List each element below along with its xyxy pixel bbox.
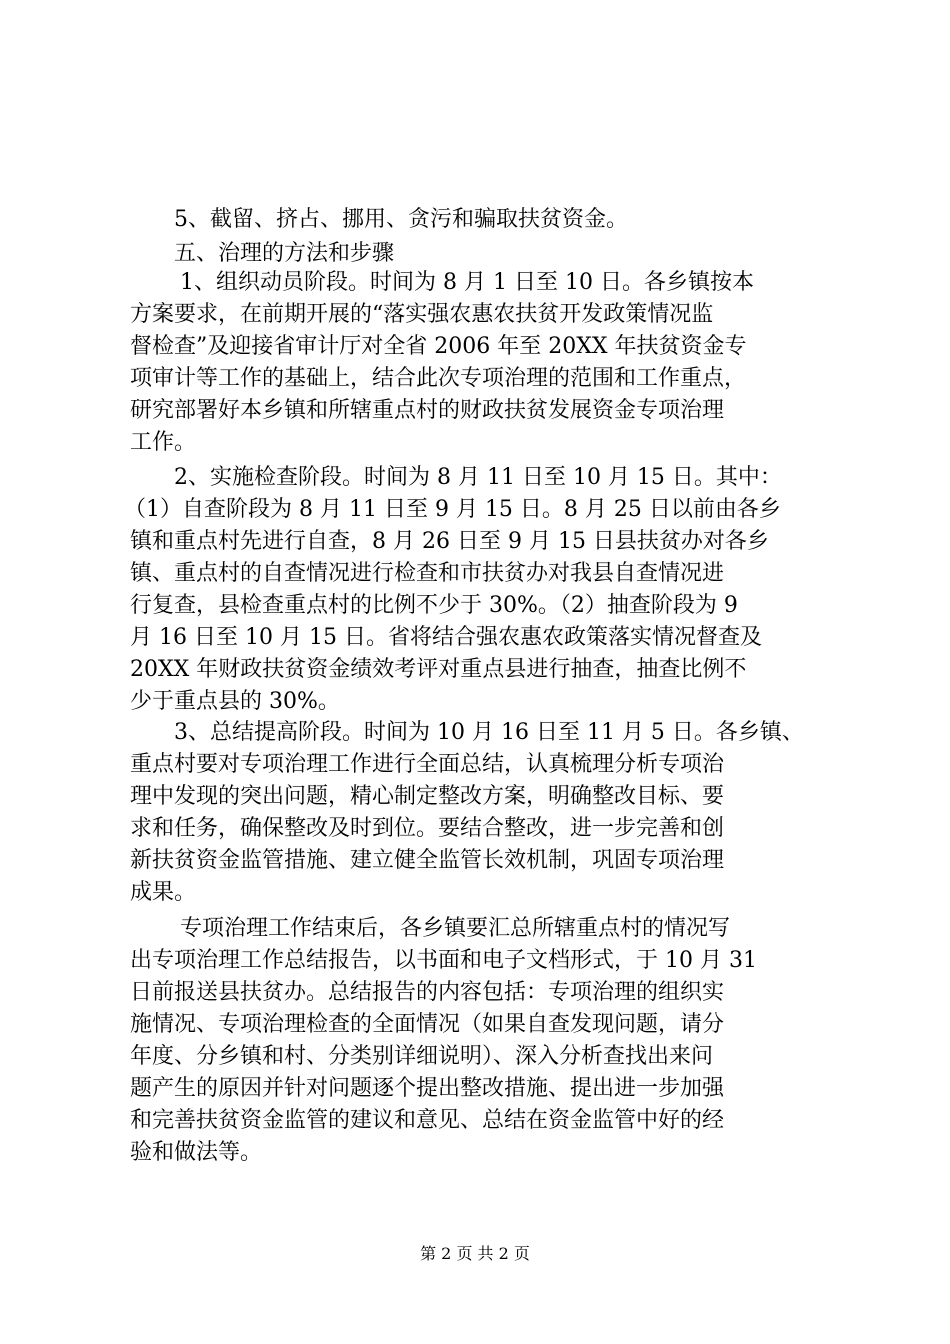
text-line: 研究部署好本乡镇和所辖重点村的财政扶贫发展资金专项治理 [130, 398, 725, 423]
text-line: 专项治理工作结束后，各乡镇要汇总所辖重点村的情况写 [180, 916, 731, 941]
text-line: 行复查，县检查重点村的比例不少于 30%。（2）抽查阶段为 9 [130, 593, 738, 618]
text-line: 项审计等工作的基础上，结合此次专项治理的范围和工作重点， [130, 366, 747, 391]
text-line: 出专项治理工作总结报告，以书面和电子文档形式，于 10 月 31 [130, 948, 757, 973]
text-line: 镇和重点村先进行自查，8 月 26 日至 9 月 15 日县扶贫办对各乡 [130, 529, 769, 554]
text-line: 求和任务，确保整改及时到位。要结合整改，进一步完善和创 [130, 816, 725, 841]
text-line: 20XX 年财政扶贫资金绩效考评对重点县进行抽查，抽查比例不 [130, 657, 747, 682]
text-line: 施情况、专项治理检查的全面情况（如果自查发现问题，请分 [130, 1012, 725, 1037]
text-line: 1、组织动员阶段。时间为 8 月 1 日至 10 日。各乡镇按本 [180, 270, 754, 295]
text-line: 3、总结提高阶段。时间为 10 月 16 日至 11 月 5 日。各乡镇、 [174, 720, 804, 745]
text-line: 成果。 [130, 880, 197, 905]
page-number-label: 第 2 页 共 2 页 [420, 1244, 530, 1263]
text-line: 少于重点县的 30%。 [130, 689, 340, 714]
text-line: 2、实施检查阶段。时间为 8 月 11 日至 10 月 15 日。其中： [174, 465, 782, 490]
text-line: 理中发现的突出问题，精心制定整改方案，明确整改目标、要 [130, 784, 725, 809]
text-line: 题产生的原因并针对问题逐个提出整改措施、提出进一步加强 [130, 1076, 725, 1101]
text-line: 日前报送县扶贫办。总结报告的内容包括：专项治理的组织实 [130, 980, 725, 1005]
text-line: （1）自查阶段为 8 月 11 日至 9 月 15 日。8 月 25 日以前由各乡 [124, 497, 781, 522]
text-line: 年度、分乡镇和村、分类别详细说明）、深入分析查找出来问 [130, 1044, 714, 1069]
text-line: 5、截留、挤占、挪用、贪污和骗取扶贫资金。 [174, 207, 628, 232]
text-line: 新扶贫资金监管措施、建立健全监管长效机制，巩固专项治理 [130, 848, 725, 873]
text-line: 方案要求，在前期开展的“落实强农惠农扶贫开发政策情况监 [130, 302, 714, 327]
text-line: 验和做法等。 [130, 1140, 263, 1165]
page-footer [0, 1244, 950, 1264]
section-heading: 五、治理的方法和步骤 [174, 241, 395, 266]
text-line: 重点村要对专项治理工作进行全面总结，认真梳理分析专项治 [130, 752, 725, 777]
text-line: 和完善扶贫资金监管的建议和意见、总结在资金监管中好的经 [130, 1108, 725, 1133]
text-line: 督检查”及迎接省审计厅对全省 2006 年至 20XX 年扶贫资金专 [130, 334, 747, 359]
text-line: 工作。 [130, 430, 197, 455]
text-line: 镇、重点村的自查情况进行检查和市扶贫办对我县自查情况进 [130, 561, 725, 586]
text-line: 月 16 日至 10 月 15 日。省将结合强农惠农政策落实情况督查及 [130, 625, 762, 650]
